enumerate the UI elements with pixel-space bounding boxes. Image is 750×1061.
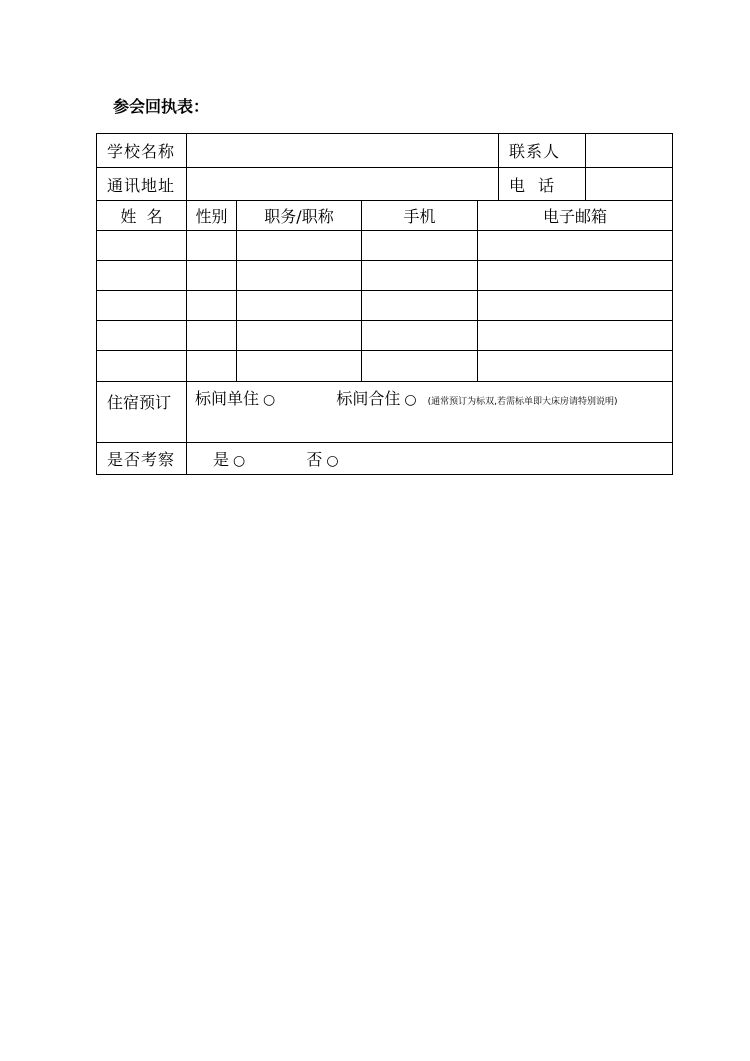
email-cell[interactable] (478, 351, 673, 382)
header-row (97, 201, 673, 231)
table-row (97, 291, 673, 321)
col-gender-header: 性别 (187, 201, 237, 231)
inspect-options (187, 443, 673, 475)
inspect-label: 是否考察 (97, 443, 187, 475)
inspect-option-yes[interactable] (213, 447, 245, 470)
inspect-option-no[interactable] (306, 447, 338, 470)
school-name-field[interactable] (187, 134, 499, 168)
col-position-header: 职务/职称 (237, 201, 362, 231)
position-cell[interactable] (237, 291, 362, 321)
radio-circle-icon: ○ (326, 453, 339, 469)
col-name-header: 姓 名 (97, 201, 187, 231)
position-cell[interactable] (237, 231, 362, 261)
email-cell[interactable] (478, 231, 673, 261)
stay-option-shared[interactable] (336, 388, 416, 411)
stay-option-single[interactable] (195, 388, 275, 411)
inspect-row (97, 443, 673, 475)
mobile-cell[interactable] (362, 291, 478, 321)
name-cell[interactable] (97, 261, 187, 291)
name-cell[interactable] (97, 351, 187, 382)
radio-circle-icon: ○ (263, 392, 276, 408)
reply-form-table (96, 133, 673, 475)
phone-label: 电 话 (499, 168, 586, 201)
table-row (97, 351, 673, 382)
contact-field[interactable] (586, 134, 673, 168)
gender-cell[interactable] (187, 351, 237, 382)
gender-cell[interactable] (187, 261, 237, 291)
address-label: 通讯地址 (97, 168, 187, 201)
email-cell[interactable] (478, 321, 673, 351)
address-field[interactable] (187, 168, 499, 201)
position-cell[interactable] (237, 351, 362, 382)
mobile-cell[interactable] (362, 231, 478, 261)
table-row (97, 321, 673, 351)
name-cell[interactable] (97, 291, 187, 321)
inspect-option-yes-label: 是 (213, 450, 230, 469)
radio-circle-icon: ○ (404, 392, 417, 408)
school-label: 学校名称 (97, 134, 187, 168)
position-cell[interactable] (237, 261, 362, 291)
mobile-cell[interactable] (362, 261, 478, 291)
name-cell[interactable] (97, 321, 187, 351)
name-cell[interactable] (97, 231, 187, 261)
position-cell[interactable] (237, 321, 362, 351)
table-row (97, 231, 673, 261)
email-cell[interactable] (478, 261, 673, 291)
mobile-cell[interactable] (362, 351, 478, 382)
stay-options (187, 382, 673, 443)
contact-label: 联系人 (499, 134, 586, 168)
email-cell[interactable] (478, 291, 673, 321)
col-mobile-header: 手机 (362, 201, 478, 231)
col-email-header: 电子邮箱 (478, 201, 673, 231)
school-row (97, 134, 673, 168)
mobile-cell[interactable] (362, 321, 478, 351)
stay-option-shared-label: 标间合住 (336, 389, 401, 408)
table-row (97, 261, 673, 291)
stay-row (97, 382, 673, 443)
stay-label: 住宿预订 (97, 382, 187, 443)
address-row (97, 168, 673, 201)
phone-field[interactable] (586, 168, 673, 201)
radio-circle-icon: ○ (233, 453, 246, 469)
stay-option-single-label: 标间单住 (195, 389, 260, 408)
gender-cell[interactable] (187, 231, 237, 261)
inspect-option-no-label: 否 (306, 450, 323, 469)
stay-note: (通常预订为标双,若需标单即大床房请特别说明) (427, 397, 618, 407)
gender-cell[interactable] (187, 291, 237, 321)
gender-cell[interactable] (187, 321, 237, 351)
form-title: 参会回执表： (113, 97, 210, 116)
